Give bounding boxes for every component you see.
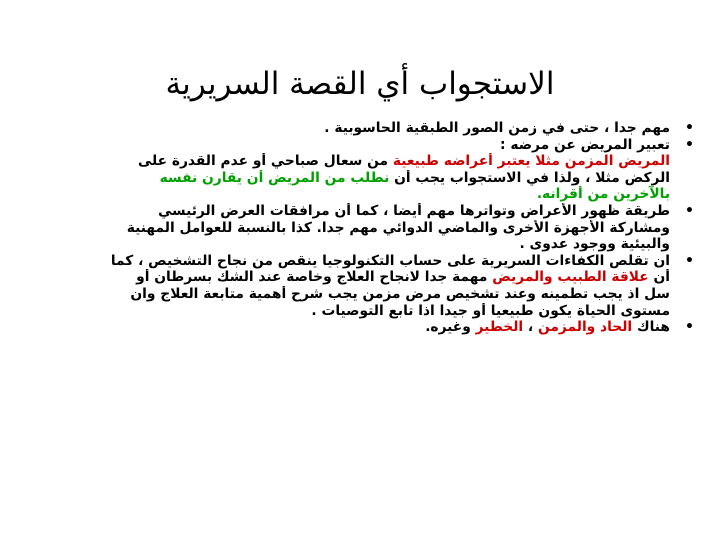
body-text: مستوى الحياة يكون طبيعيا أو جيدا اذا تابع التوصيات . <box>311 302 670 319</box>
bullet-line <box>30 319 670 336</box>
body-text: مهمة جدا لانجاح العلاج وخاصة عند الشك بسرطان أو <box>136 269 493 286</box>
bullet-item <box>30 319 696 336</box>
body-text: ، <box>523 319 538 336</box>
body-text: ان تقلص الكفاءات السريرية على حساب التكنولوجيا ينقص من نجاح التشخيص ، كما <box>110 252 670 269</box>
bullet-list <box>30 120 696 336</box>
body-text: وغيره. <box>425 319 476 336</box>
bullet-item <box>30 120 696 137</box>
bullet-dot-icon: • <box>685 319 694 336</box>
body-text: طريقة ظهور الأعراض وتواترها مهم أيضا ، كما أن مرافقات العرض الرئيسي <box>158 202 670 219</box>
body-text: مهم جدا ، حتى في زمن الصور الطبقية الحاسوبية . <box>324 120 670 136</box>
bullet-line <box>30 253 670 270</box>
bullet-dot-icon: • <box>685 136 694 153</box>
body-text: هناك <box>632 319 670 336</box>
bullet-line <box>30 236 670 253</box>
bullet-dot-icon: • <box>685 202 694 219</box>
body-text: ومشاركة الأجهزة الأخرى والماضي الدوائي مهم جدا. كذا بالنسبة للعوامل المهنية <box>126 219 670 236</box>
highlighted-text: المريض المزمن مثلا يعتبر أعراضه طبيعية <box>392 153 670 170</box>
bullet-item <box>30 137 696 203</box>
highlighted-text: نطلب من المريض أن يقارن نفسه <box>159 169 390 186</box>
bullet-dot-icon: • <box>685 120 694 136</box>
highlighted-text: علاقة الطبيب والمريض <box>492 269 649 286</box>
body-text: الركض مثلا ، ولذا في الاستجواب يجب أن <box>389 169 670 186</box>
highlighted-text: بالآخرين من أقرانه. <box>536 186 670 203</box>
highlighted-text: الحاد والمزمن <box>537 319 633 336</box>
bullet-line <box>30 137 670 154</box>
bullet-line <box>30 170 670 187</box>
body-text: أن <box>648 269 670 286</box>
bullet-line <box>30 220 670 237</box>
bullet-item <box>30 253 696 319</box>
slide-title: الاستجواب أي القصة السريرية <box>165 65 555 102</box>
bullet-dot-icon: • <box>685 252 694 269</box>
body-text: سل اذ يجب تطمينه وعند تشخيص مرض مزمن يجب شرح أهمية متابعة العلاج وان <box>130 285 670 302</box>
bullet-line <box>30 303 670 320</box>
bullet-line <box>30 286 670 303</box>
bullet-line <box>30 186 670 203</box>
bullet-line <box>30 203 670 220</box>
bullet-line <box>30 269 670 286</box>
body-text: والبيئية ووجود عدوى . <box>519 236 670 253</box>
highlighted-text: الخطير <box>475 319 524 336</box>
bullet-item <box>30 203 696 253</box>
bullet-line <box>30 153 670 170</box>
bullet-line <box>30 120 670 137</box>
body-text: من سعال صباحي أو عدم القدرة على <box>138 153 393 170</box>
body-text: تعبير المريض عن مرضه : <box>500 136 670 153</box>
